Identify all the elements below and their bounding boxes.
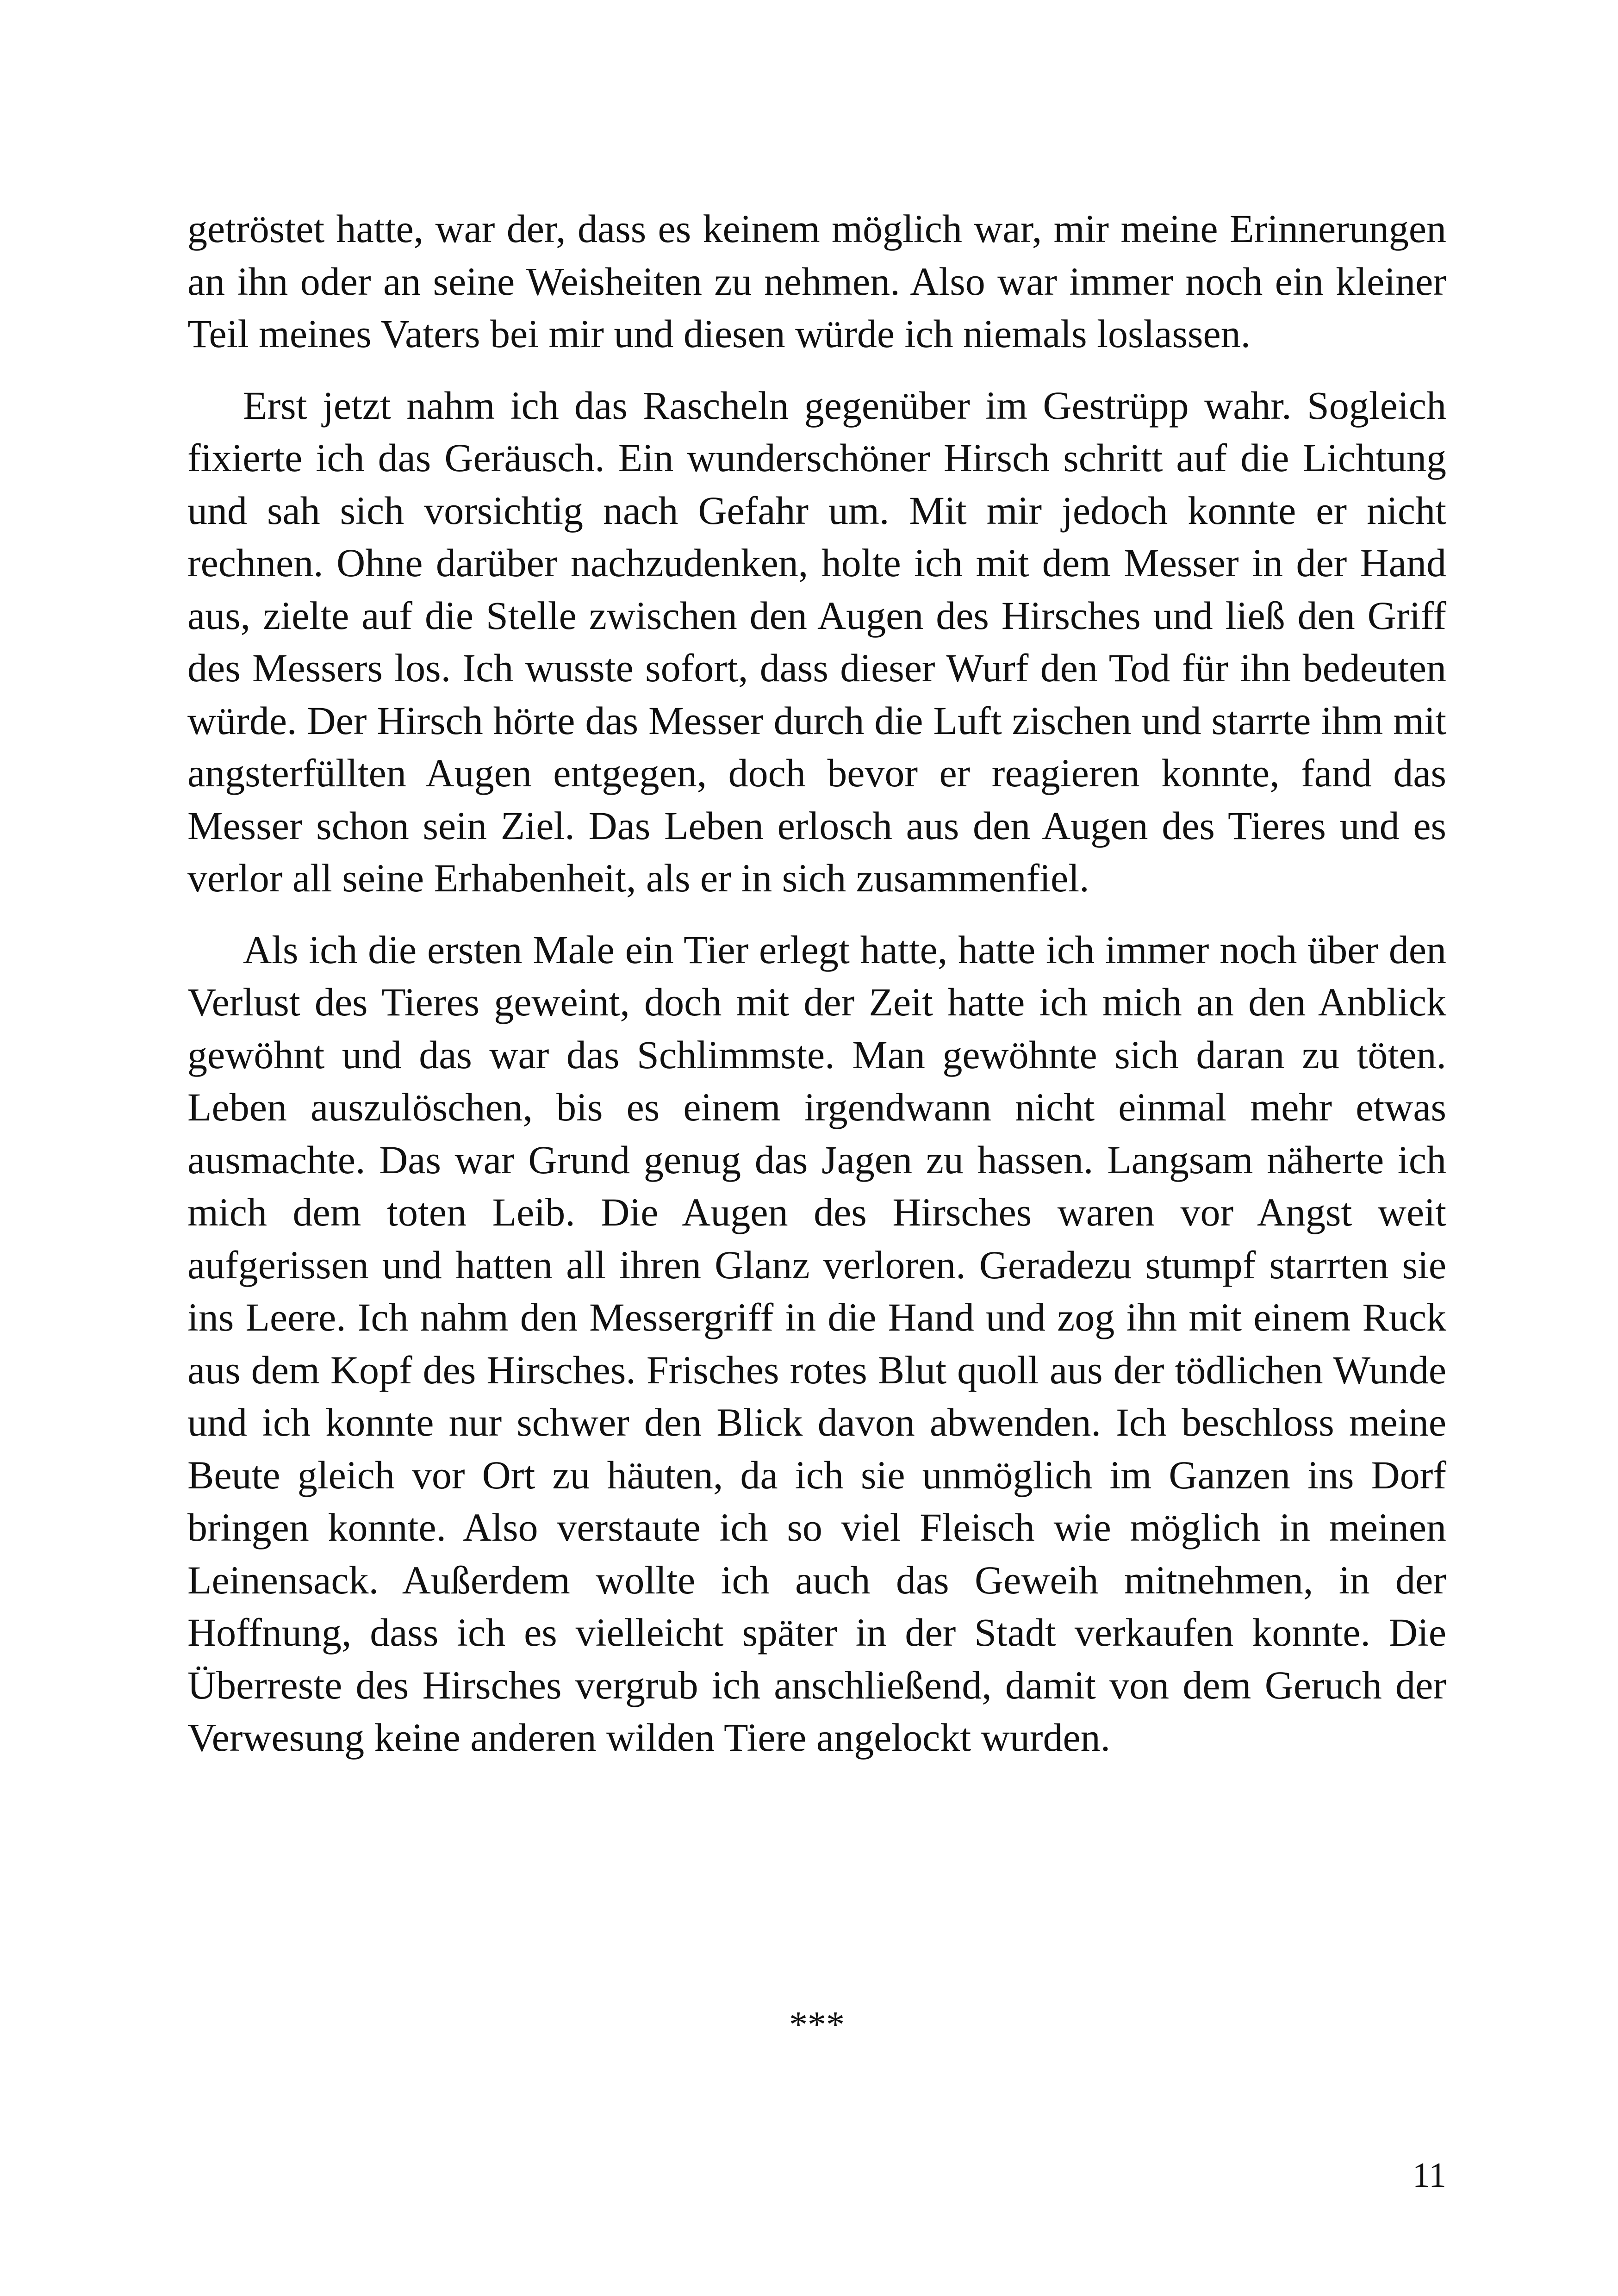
paragraph-after-kill: Als ich die ersten Male ein Tier erlegt hatte, hatte ich immer noch über den Verlust des Tieres geweint, doch mit der Zeit hatte ich mich an den Anblick gewöhnt und das war das Schlimmste. Man gewöhnte sich daran zu töten. Leben auszulöschen, bis es einem irgendwann nicht einmal mehr etwas ausmachte. Das war Grund genug das Jagen zu hassen. Langsam näherte ich mich dem toten Leib. Die Augen des Hirsches waren vor Angst weit aufgerissen und hatten all ihren Glanz verloren. Geradezu stumpf starrten sie ins Leere. Ich nahm den Messergriff in die Hand und zog ihn mit einem Ruck aus dem Kopf des Hirsches. Frisches rotes Blut quoll aus der tödlichen Wunde und ich konnte nur schwer den Blick davon abwenden. Ich beschloss meine Beute gleich vor Ort zu häuten, da ich sie unmöglich im Ganzen ins Dorf bringen konnte. Also verstaute ich so viel Fleisch wie möglich in meinen Leinensack. Außerdem wollte ich auch das Geweih mitnehmen, in der Hoffnung, dass ich es vielleicht später in der Stadt verkaufen konnte. Die Überreste des Hirsches vergrub ich anschließend, damit von dem Geruch der Verwesung keine anderen wilden Tiere angelockt wurden. (187, 927, 1446, 1760)
scene-break: *** (789, 2004, 845, 2045)
page-number: 11 (1412, 2156, 1446, 2195)
paragraph-continued: getröstet hatte, war der, dass es keinem möglich war, mir meine Erinnerungen an ihn oder an seine Weisheiten zu nehmen. Also war immer noch ein kleiner Teil meines Vaters bei mir und diesen würde ich niemals loslassen. (187, 206, 1446, 356)
paragraph-hirsch-sighting: Erst jetzt nahm ich das Rascheln gegenüber im Gestrüpp wahr. Sogleich fixierte ich das Geräusch. Ein wunderschöner Hirsch schritt auf die Lichtung und sah sich vorsichtig nach Gefahr um. Mit mir jedoch konnte er nicht rechnen. Ohne darüber nachzudenken, holte ich mit dem Messer in der Hand aus, zielte auf die Stelle zwischen den Augen des Hirsches und ließ den Griff des Messers los. Ich wusste sofort, dass dieser Wurf den Tod für ihn bedeuten würde. Der Hirsch hörte das Messer durch die Luft zischen und starrte ihm mit angsterfüllten Augen entgegen, doch bevor er reagieren konnte, fand das Messer schon sein Ziel. Das Leben erlosch aus den Augen des Tieres und es verlor all seine Erhabenheit, als er in sich zusammenfiel. (187, 383, 1446, 900)
body-text (187, 203, 1446, 1764)
